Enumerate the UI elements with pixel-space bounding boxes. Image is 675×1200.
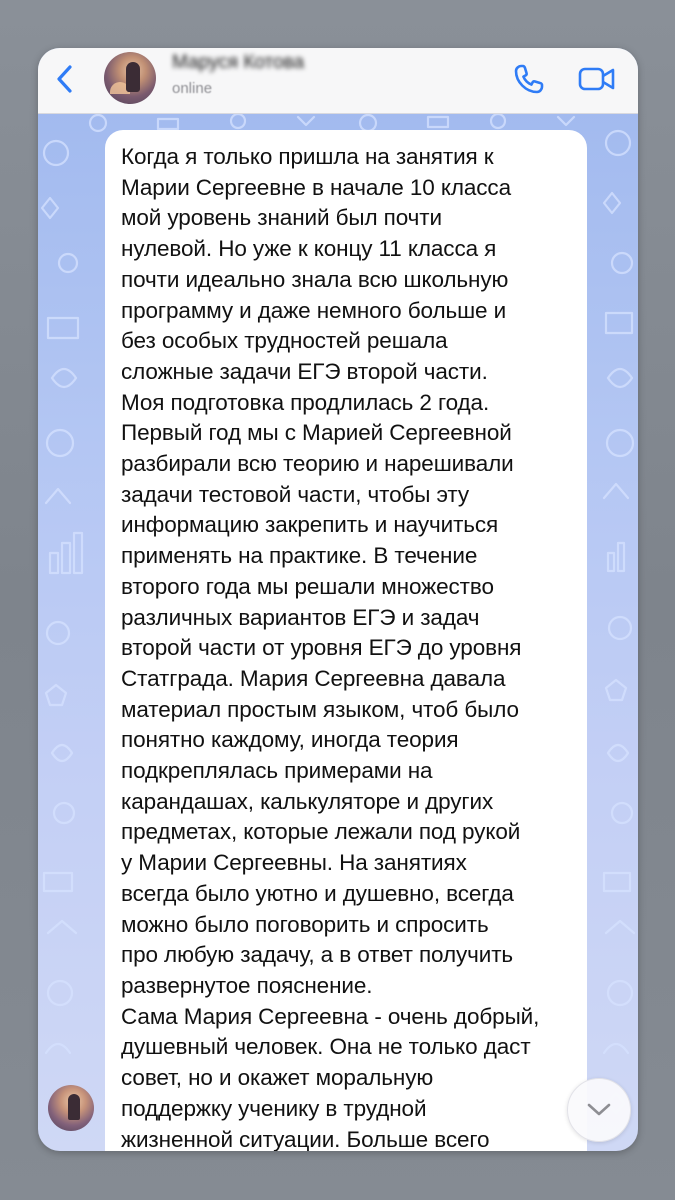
message-line: программу и даже немного больше и (121, 297, 507, 323)
message-line: Марии Сергеевне в начале 10 класса (121, 174, 511, 200)
contact-status: online (172, 80, 213, 97)
chat-window (38, 48, 638, 1151)
video-call-button[interactable] (576, 60, 618, 98)
message-line: развернутое пояснение. (121, 972, 373, 998)
message-line: различных вариантов ЕГЭ и задач (121, 604, 480, 630)
message-line: Моя подготовка продлилась 2 года. (121, 389, 490, 415)
chat-header (38, 48, 638, 114)
message-line: разбирали всю теорию и нарешивали (121, 451, 514, 477)
message-line: подкреплялась примерами на (121, 758, 433, 784)
message-line: сложные задачи ЕГЭ второй части. (121, 358, 488, 384)
message-line: мой уровень знаний был почти (121, 205, 442, 231)
message-line: без особых трудностей решала (121, 328, 448, 354)
message-text (121, 142, 581, 1151)
message-line: второй части от уровня ЕГЭ до уровня (121, 635, 522, 661)
message-line: понятно каждому, иногда теория (121, 727, 459, 753)
message-line: второго года мы решали множество (121, 573, 494, 599)
phone-icon (512, 62, 546, 96)
video-camera-icon (577, 64, 617, 94)
message-line: всегда было уютно и душевно, всегда (121, 880, 514, 906)
message-line: Статграда. Мария Сергеевна давала (121, 665, 506, 691)
chevron-down-icon (586, 1102, 612, 1118)
message-line: задачи тестовой части, чтобы эту (121, 481, 469, 507)
message-line: Сама Мария Сергеевна - очень добрый, (121, 1003, 540, 1029)
message-line: предметах, которые лежали под рукой (121, 819, 521, 845)
message-line: Когда я только пришла на занятия к (121, 144, 494, 169)
message-line: применять на практике. В течение (121, 543, 478, 569)
chevron-left-icon (55, 64, 75, 94)
contact-name[interactable]: Маруся Котова (172, 52, 305, 73)
message-line: Первый год мы с Марией Сергеевной (121, 420, 512, 446)
message-line: поддержку ученику в трудной (121, 1095, 427, 1121)
message-line: нулевой. Но уже к концу 11 класса я (121, 236, 497, 262)
message-line: жизненной ситуации. Больше всего (121, 1126, 490, 1151)
message-line: информацию закрепить и научиться (121, 512, 499, 538)
message-line: карандашах, калькуляторе и других (121, 788, 494, 814)
message-line: душевный человек. Она не только даст (121, 1034, 531, 1060)
message-line: про любую задачу, а в ответ получить (121, 942, 514, 968)
message-line: можно было поговорить и спросить (121, 911, 489, 937)
message-line: материал простым языком, чтоб было (121, 696, 519, 722)
back-button[interactable] (50, 62, 80, 96)
message-line: у Марии Сергеевны. На занятиях (121, 850, 467, 876)
message-sender-avatar[interactable] (48, 1085, 94, 1131)
contact-avatar[interactable] (104, 52, 156, 104)
scroll-down-button[interactable] (567, 1078, 631, 1142)
message-line: совет, но и окажет моральную (121, 1065, 434, 1091)
message-line: почти идеально знала всю школьную (121, 266, 509, 292)
message-bubble[interactable] (105, 130, 587, 1151)
call-button[interactable] (510, 60, 548, 98)
